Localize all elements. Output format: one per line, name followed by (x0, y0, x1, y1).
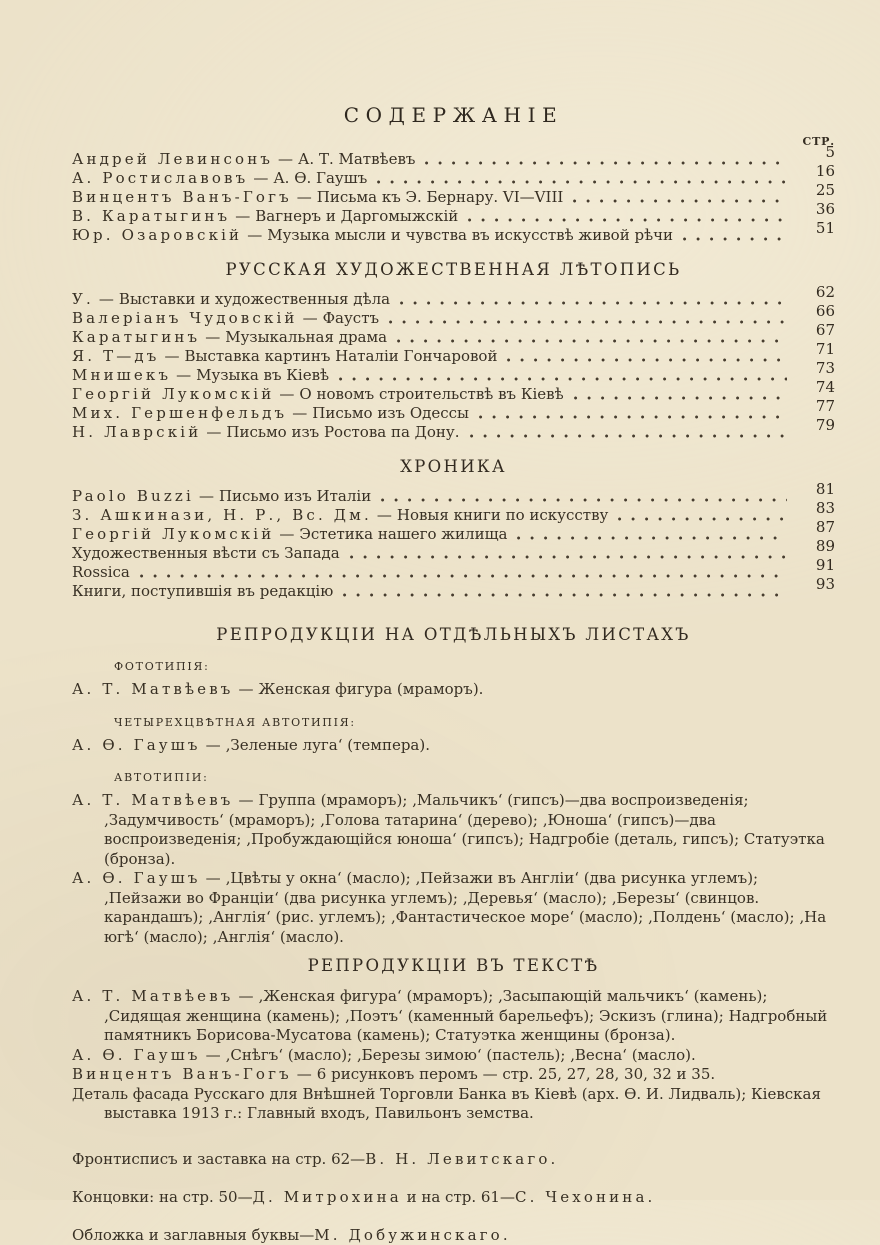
toc-entry (72, 359, 835, 385)
dash-separator: — (376, 506, 392, 524)
dot-leader (573, 199, 787, 203)
technique-label: ФОТОТИПІЯ: (114, 660, 210, 673)
dash-separator: — (247, 226, 263, 244)
dash-separator: — (296, 188, 312, 206)
dash-separator: — (205, 328, 221, 346)
toc-entry (72, 162, 835, 188)
section-heading-letopis: РУССКАЯ ХУДОЖЕСТВЕННАЯ ЛѢТОПИСЬ (225, 260, 682, 279)
dash-separator: — (98, 290, 114, 308)
author-name: А. Ростиславовъ (72, 169, 249, 187)
page-number: 87 (815, 518, 835, 536)
page-number: 66 (815, 302, 835, 320)
entry-title: Музыкальная драма (225, 328, 388, 346)
plate-item (72, 791, 835, 869)
page-number: 51 (815, 219, 835, 237)
technique-label: ЧЕТЫРЕХЦВѢТНАЯ АВТОТИПІЯ: (114, 715, 356, 729)
author-name: У. (72, 290, 94, 308)
author-name: Валеріанъ Чудовскій (72, 309, 298, 327)
works-list: Группа (мраморъ); ‚Мальчикъ‘ (гипсъ)—два воспроизведенія; ‚Задумчивость‘ (мраморъ); ‚Голова татарина‘ (дерево); ‚Юноша‘ (гипсъ)—два воспроизведенія; ‚Пробуждающійся юноша‘ (гипсъ); Надгробіе (деталь, гипсъ); Статуэтка (бронза). (104, 791, 825, 868)
artist-name: А. Т. Матвѣевъ (72, 680, 234, 698)
dash-separator: — (278, 150, 294, 168)
works-list: ‚Цвѣты у окна‘ (масло); ‚Пейзажи въ Англіи‘ (два рисунка углемъ); ‚Пейзажи во Франціи‘ (два рисунка углемъ); ‚Деревья‘ (масло); ‚Березы‘ (свинцов. карандашъ); ‚Англія‘ (рис. углемъ); ‚Фантастическое море‘ (масло); ‚Полдень‘ (масло); ‚На югѣ‘ (масло); ‚Англія‘ (масло). (104, 869, 827, 946)
entry-title: Фаустъ (322, 309, 380, 327)
dash-separator: — (235, 207, 251, 225)
entry-title: Выставки и художественныя дѣла (118, 290, 391, 308)
dash-separator: — (205, 869, 221, 887)
dash-separator: — (292, 404, 308, 422)
works-list: 6 рисунковъ перомъ — стр. 25, 27, 28, 30, 32 и 35. (316, 1065, 716, 1083)
entry-title: Письмо изъ Ростова па Дону. (226, 423, 460, 441)
works-list: ‚Снѣгъ‘ (масло); ‚Березы зимою‘ (пастель); ‚Весна‘ (масло). (225, 1045, 696, 1064)
dot-leader (618, 517, 787, 521)
dot-leader (350, 555, 787, 559)
toc-letopis-section (72, 283, 835, 442)
author-name: Paolo Buzzi (72, 487, 194, 505)
author-name: З. Ашкинази, Н. Р., Вс. Дм. (72, 506, 372, 524)
author-name: Каратыгинъ (72, 328, 201, 346)
in-text-section (72, 987, 835, 1124)
toc-entry (72, 302, 835, 328)
section-heading-in-text: РЕПРОДУКЦІИ ВЪ ТЕКСТѢ (307, 956, 600, 975)
page-number: 5 (825, 143, 835, 161)
dot-leader (389, 320, 787, 324)
toc-entry (72, 181, 835, 207)
entry-title: А. Т. Матвѣевъ (298, 150, 416, 168)
artist-name: С. Чехонина. (514, 1187, 656, 1206)
page-number: 83 (815, 499, 835, 517)
entry-title: О новомъ строительствѣ въ Кіевѣ (299, 385, 564, 403)
toc-entry (72, 283, 835, 309)
dot-leader (574, 396, 787, 400)
section-heading-chronicle: ХРОНИКА (400, 457, 507, 476)
in-text-item (72, 1085, 835, 1124)
toc-main-section (72, 143, 835, 245)
dash-separator: — (205, 735, 221, 754)
toc-entry (72, 499, 835, 525)
entry-title: Письма къ Э. Бернару. VI—VIII (316, 188, 564, 206)
artist-name: А. Т. Матвѣевъ (72, 987, 234, 1005)
entry-title: Художественныя вѣсти съ Запада (72, 544, 340, 562)
section-heading-plates: РЕПРОДУКЦІИ НА ОТДѢЛЬНЫХЪ ЛИСТАХЪ (216, 625, 691, 644)
dot-leader (468, 218, 787, 222)
page-column-header: СТР. (802, 135, 835, 148)
artist-name: Винцентъ Ванъ-Гогъ (72, 1065, 292, 1083)
works-list: ‚Женская фигура‘ (мраморъ); ‚Засыпающій мальчикъ‘ (камень); ‚Сидящая женщина (камень); ‚Поэтъ‘ (каменный барельефъ); Эскизъ (глина); Надгробный памятникъ Борисова-Мусатова (камень); Статуэтка женщины (бронза). (104, 987, 828, 1044)
dot-leader (400, 301, 787, 305)
page-number: 36 (815, 200, 835, 218)
page-number: 16 (815, 162, 835, 180)
page-number: 71 (815, 340, 835, 358)
entry-title: Музыка въ Кіевѣ (196, 366, 330, 384)
dot-leader (140, 574, 787, 578)
entry-title: Книги, поступившія въ редакцію (72, 582, 334, 600)
toc-entry (72, 556, 835, 582)
author-name: В. Каратыгинъ (72, 207, 231, 225)
toc-chronicle-section (72, 480, 835, 601)
entry-title: Выставка картинъ Наталіи Гончаровой (184, 347, 498, 365)
author-name: Мнишекъ (72, 366, 172, 384)
toc-entry (72, 480, 835, 506)
artist-name: В. Н. Левитскаго. (365, 1149, 559, 1168)
artist-name: А. Ѳ. Гаушъ (72, 1045, 201, 1064)
dash-separator: — (296, 1065, 312, 1083)
dash-separator: — (238, 680, 254, 698)
in-text-item (72, 987, 835, 1046)
colophon-text: Фронтисписъ и заставка на стр. 62— (72, 1149, 366, 1168)
page-number: 62 (815, 283, 835, 301)
page-number: 73 (815, 359, 835, 377)
dot-leader (339, 377, 787, 381)
author-name: Георгій Лукомскій (72, 525, 275, 543)
in-text-item (72, 1065, 835, 1085)
dot-leader (425, 161, 787, 165)
colophon (72, 1150, 835, 1245)
colophon-text: и на стр. 61— (401, 1187, 515, 1206)
in-text-item (72, 1046, 835, 1066)
page-number: 81 (815, 480, 835, 498)
artist-name: М. Добужинскаго. (314, 1225, 511, 1244)
author-name: Андрей Левинсонъ (72, 150, 274, 168)
toc-entry (72, 537, 835, 563)
toc-entry (72, 321, 835, 347)
toc-entry (72, 575, 835, 601)
dot-leader (343, 593, 787, 597)
page-number: 91 (815, 556, 835, 574)
works-list: Деталь фасада Русскаго для Внѣшней Торговли Банка въ Кіевѣ (арх. Ѳ. И. Лидваль); Кіевская выставка 1913 г.: Главный входъ, Павильонъ земства. (72, 1084, 821, 1122)
dash-separator: — (302, 309, 318, 327)
dot-leader (683, 237, 787, 241)
page-number: 67 (815, 321, 835, 339)
dash-separator: — (238, 791, 254, 809)
colophon-line (72, 1150, 835, 1169)
entry-title: Музыка мысли и чувства въ искусствѣ живой рѣчи (267, 226, 674, 244)
page-number: 74 (815, 378, 835, 396)
dash-separator: — (253, 169, 269, 187)
dot-leader (377, 180, 787, 184)
works-list: ‚Зеленые луга‘ (темпера). (225, 735, 430, 754)
entry-title: Новыя книги по искусству (396, 506, 609, 524)
plate-item (72, 680, 835, 700)
toc-entry (72, 200, 835, 226)
dot-leader (397, 339, 787, 343)
toc-entry (72, 378, 835, 404)
page-number: 93 (815, 575, 835, 593)
dash-separator: — (279, 385, 295, 403)
dash-separator: — (279, 525, 295, 543)
author-name: Я. Т—дъ (72, 347, 160, 365)
artist-name: А. Т. Матвѣевъ (72, 791, 234, 809)
dot-leader (517, 536, 787, 540)
toc-entry (72, 340, 835, 366)
entry-title: Эстетика нашего жилища (299, 525, 508, 543)
dot-leader (381, 498, 787, 502)
colophon-line (72, 1188, 835, 1207)
artist-name: А. Ѳ. Гаушъ (72, 735, 201, 754)
entry-title: Вагнеръ и Даргомыжскій (255, 207, 459, 225)
plate-item (72, 736, 835, 756)
toc-entry (72, 416, 835, 442)
artist-name: Д. Митрохина (252, 1187, 402, 1206)
author-name: Винцентъ Ванъ-Гогъ (72, 188, 292, 206)
dash-separator: — (198, 487, 214, 505)
page-number: 77 (815, 397, 835, 415)
toc-entry (72, 518, 835, 544)
technique-label: АВТОТИПІИ: (114, 771, 209, 784)
colophon-text: Концовки: на стр. 50— (72, 1187, 253, 1206)
page-number: 79 (815, 416, 835, 434)
author-name: Юр. Озаровскій (72, 226, 243, 244)
plates-section (72, 660, 835, 947)
toc-entry (72, 143, 835, 169)
toc-entry (72, 219, 835, 245)
dash-separator: — (176, 366, 192, 384)
dash-separator: — (164, 347, 180, 365)
author-name: Н. Лаврскій (72, 423, 202, 441)
dash-separator: — (238, 987, 254, 1005)
page-number: 25 (815, 181, 835, 199)
author-name: Георгій Лукомскій (72, 385, 275, 403)
entry-title: Rossica (72, 563, 130, 581)
dot-leader (507, 358, 787, 362)
colophon-text: Обложка и заглавныя буквы— (72, 1225, 315, 1244)
author-name: Мих. Гершенфельдъ (72, 404, 288, 422)
dot-leader (479, 415, 787, 419)
entry-title: А. Ѳ. Гаушъ (273, 169, 368, 187)
dot-leader (470, 434, 788, 438)
toc-entry (72, 397, 835, 423)
dash-separator: — (206, 423, 222, 441)
dash-separator: — (205, 1045, 221, 1064)
plate-item (72, 869, 835, 947)
works-list: Женская фигура (мраморъ). (258, 680, 484, 698)
page-title: СОДЕРЖАНІЕ (343, 103, 564, 127)
artist-name: А. Ѳ. Гаушъ (72, 869, 201, 887)
entry-title: Письмо изъ Италіи (218, 487, 372, 505)
entry-title: Письмо изъ Одессы (312, 404, 469, 422)
colophon-line (72, 1226, 835, 1245)
page-number: 89 (815, 537, 835, 555)
